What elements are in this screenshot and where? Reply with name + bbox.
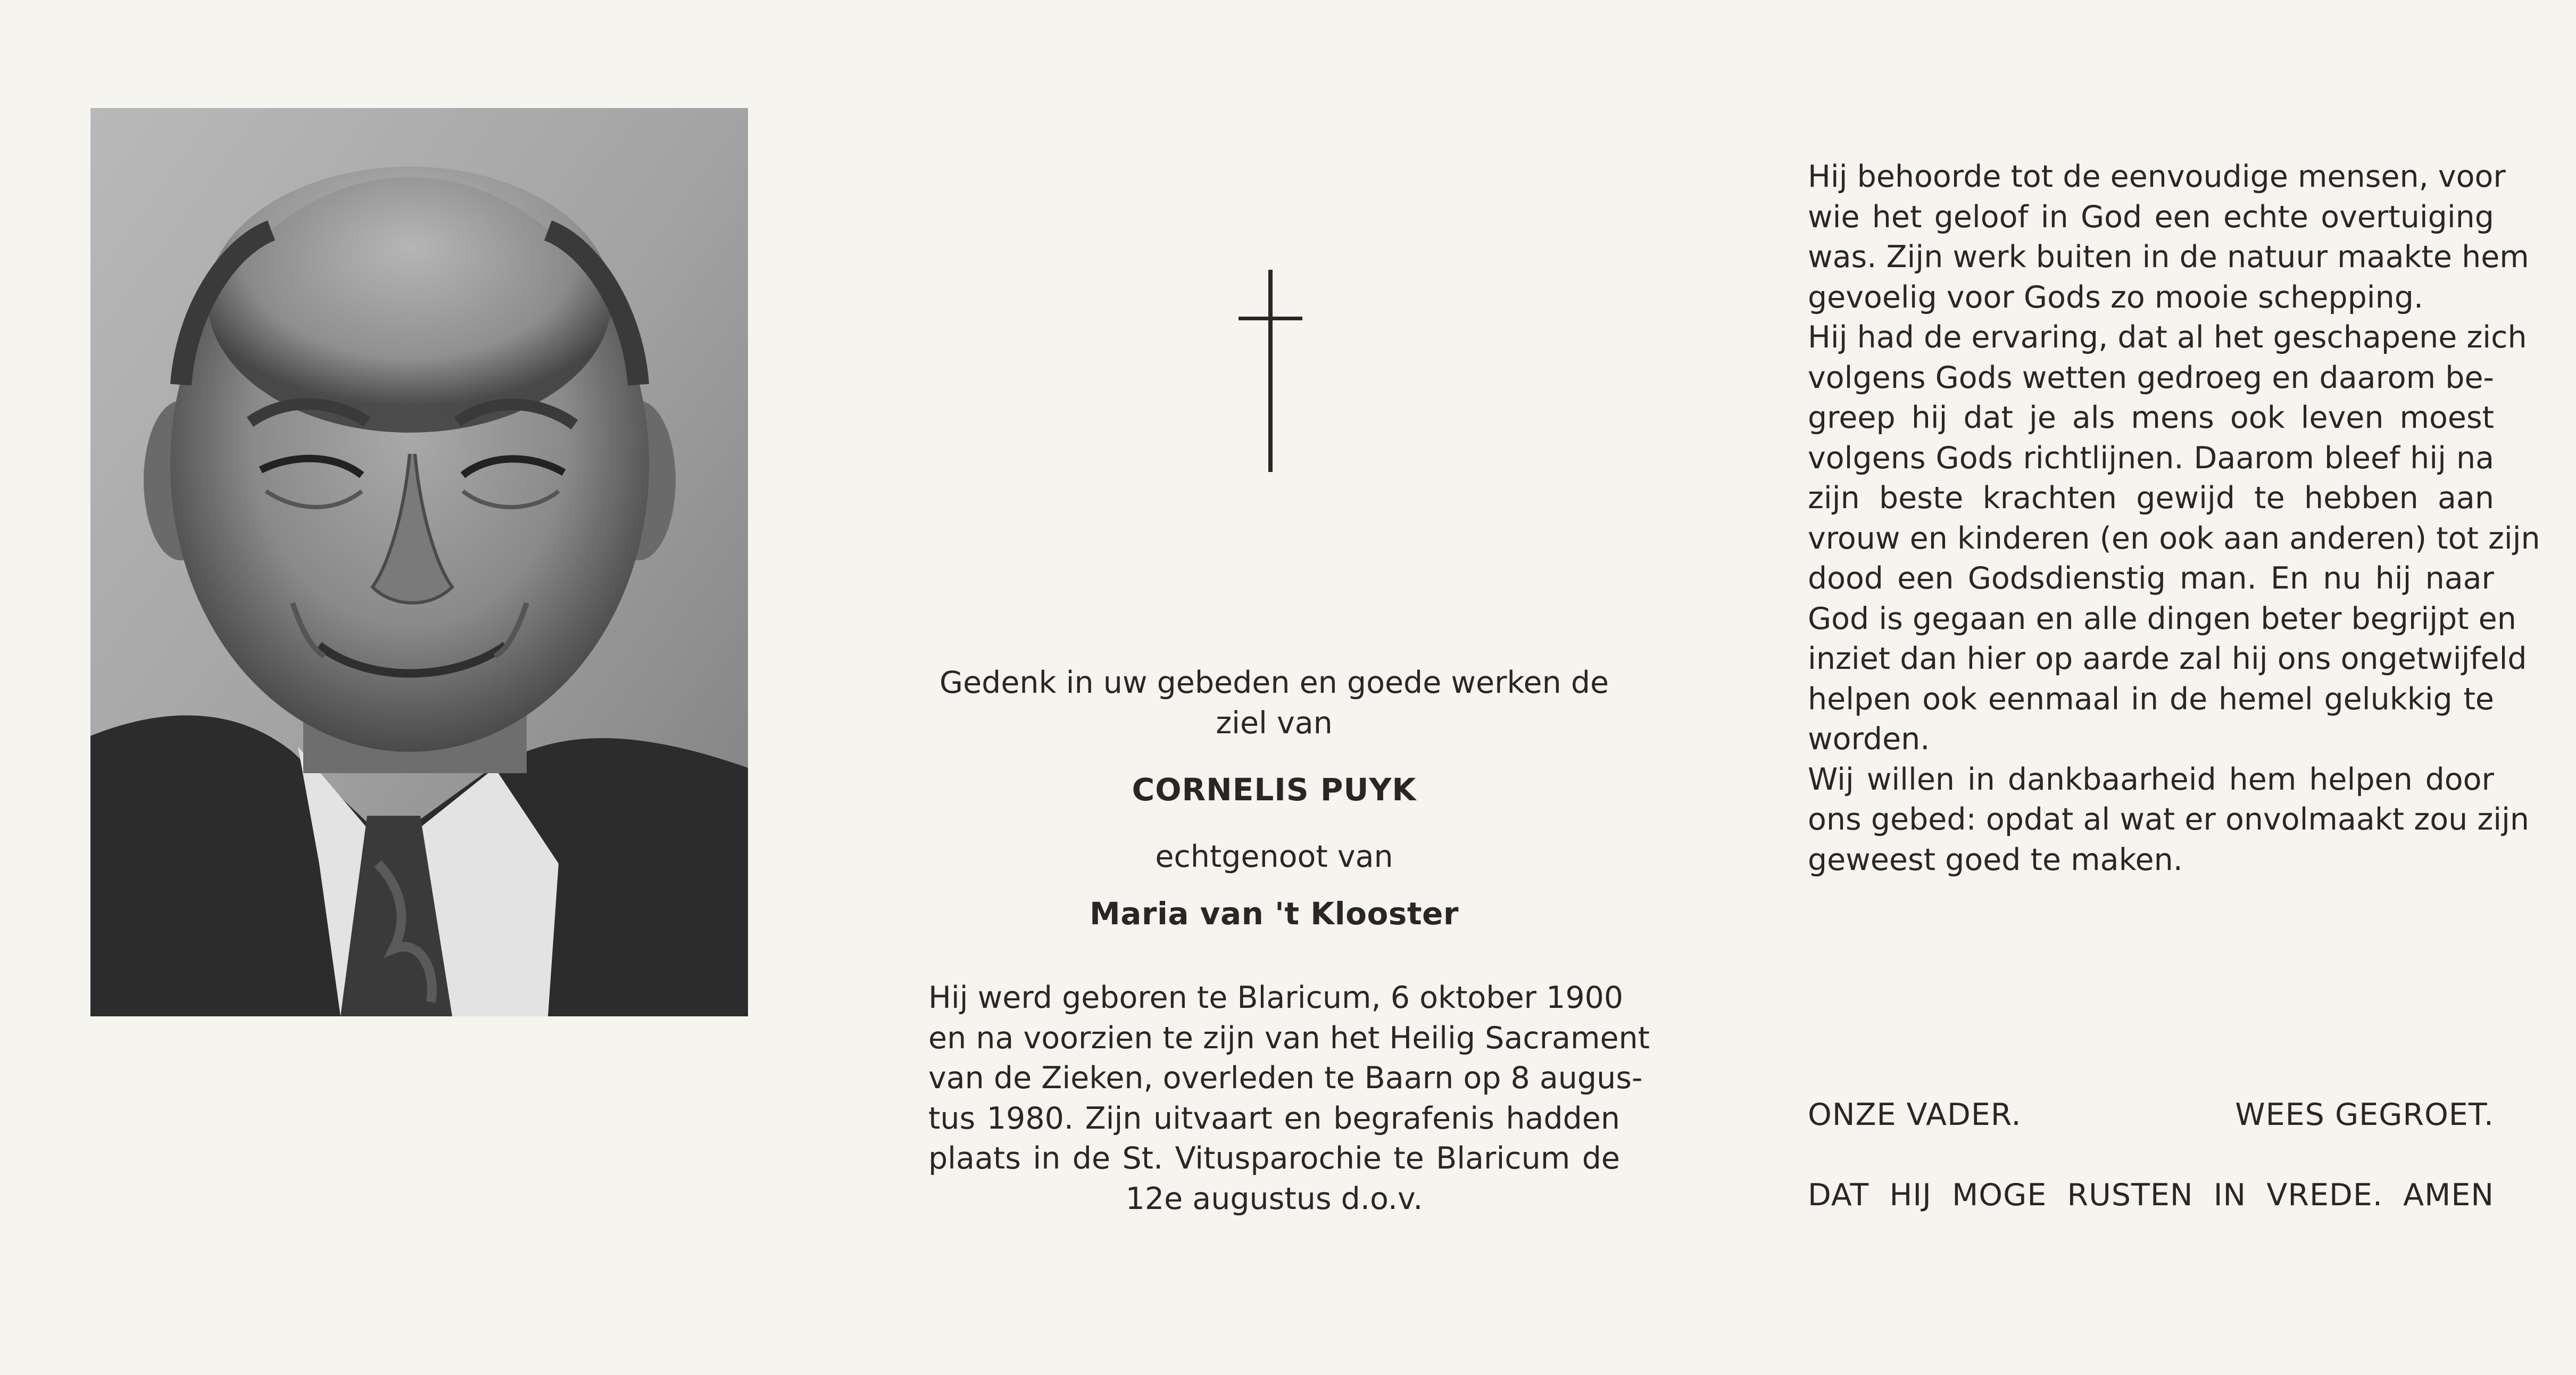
paragraph-line: greep hij dat je als mens ook leven moest <box>1808 400 2494 435</box>
paragraph-line: volgens Gods richtlijnen. Daarom bleef hij na <box>1808 440 2494 476</box>
intro-text <box>928 663 1620 743</box>
spouse-name: Maria van 't Klooster <box>1090 896 1459 932</box>
paragraph-line: gevoelig voor Gods zo mooie schepping. <box>1808 279 2424 315</box>
paragraph-line: vrouw en kinderen (en ook aan anderen) tot zijn <box>1808 520 2540 556</box>
bio-line: plaats in de St. Vitusparochie te Blaricum de <box>928 1141 1620 1176</box>
biography <box>928 978 1650 1219</box>
deceased-name: CORNELIS PUYK <box>1132 772 1417 808</box>
portrait-image <box>90 108 748 1016</box>
paragraph-line: Hij had de ervaring, dat al het geschapene zich <box>1808 320 2527 355</box>
bio-line: 12e augustus d.o.v. <box>1125 1181 1423 1216</box>
prayer-our-father: ONZE VADER. <box>1808 1097 2022 1132</box>
paragraph-line: God is gegaan en alle dingen beter begrijpt en <box>1808 601 2516 636</box>
bio-line: en na voorzien te zijn van het Heilig Sacrament <box>928 1020 1650 1056</box>
paragraph-line: volgens Gods wetten gedroeg en daarom be- <box>1808 360 2495 395</box>
intro-line: Gedenk in uw gebeden en goede werken de <box>939 665 1609 700</box>
bio-line: Hij werd geboren te Blaricum, 6 oktober 1900 <box>928 980 1624 1015</box>
paragraph-line: dood een Godsdienstig man. En nu hij naar <box>1808 561 2494 596</box>
paragraph-line: worden. <box>1808 722 1930 757</box>
paragraph-line: inziet dan hier op aarde zal hij ons ongetwijfeld <box>1808 641 2527 676</box>
intro-line: ziel van <box>1216 705 1333 741</box>
paragraph-line: Hij behoorde tot de eenvoudige mensen, voor <box>1808 159 2506 194</box>
prayer-hail-mary: WEES GEGROET. <box>2235 1097 2494 1132</box>
paragraph-line: Wij willen in dankbaarheid hem helpen door <box>1808 761 2494 797</box>
closing-row <box>1808 1178 2494 1213</box>
bio-line: tus 1980. Zijn uitvaart en begrafenis hadden <box>928 1100 1620 1136</box>
prayer-row <box>1808 1097 2494 1132</box>
paragraph-line: was. Zijn werk buiten in de natuur maakte hem <box>1808 239 2529 275</box>
paragraph-line: ons gebed: opdat al wat er onvolmaakt zou zijn <box>1808 802 2530 837</box>
cross-vertical-bar <box>1268 270 1273 472</box>
paragraph-line: zijn beste krachten gewijd te hebben aan <box>1808 481 2494 516</box>
spouse-label: echtgenoot van <box>1155 839 1393 874</box>
paragraph-line: helpen ook eenmaal in de hemel gelukkig te <box>1808 681 2494 717</box>
memorial-paragraph <box>1808 157 2540 880</box>
cross-horizontal-bar <box>1239 317 1302 320</box>
bio-line: van de Zieken, overleden te Baarn op 8 augus- <box>928 1061 1643 1096</box>
closing-text: DAT HIJ MOGE RUSTEN IN VREDE. AMEN <box>1808 1178 2494 1213</box>
closing-line <box>1808 1178 2494 1213</box>
prayers <box>1808 1097 2494 1132</box>
paragraph-line: wie het geloof in God een echte overtuiging <box>1808 199 2494 235</box>
cross-icon <box>1239 270 1302 472</box>
portrait-photo <box>90 108 748 1016</box>
paragraph-line: geweest goed te maken. <box>1808 842 2183 877</box>
